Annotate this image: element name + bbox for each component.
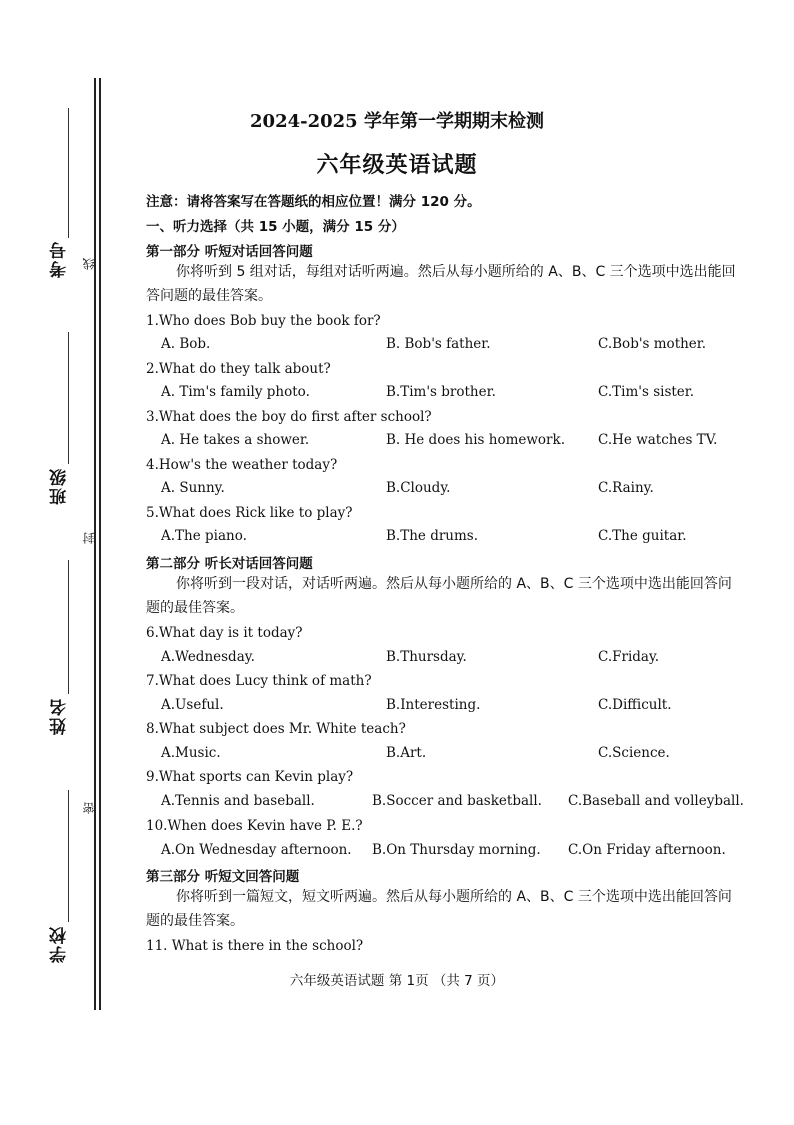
- q9-option-b[interactable]: B.Soccer and basketball.: [372, 793, 542, 809]
- q4-option-c[interactable]: C.Rainy.: [598, 480, 654, 496]
- binding-mark-line: 线: [82, 258, 96, 270]
- class-label: 班级: [49, 467, 70, 505]
- q3-option-a[interactable]: A. He takes a shower.: [161, 432, 310, 448]
- q1-option-b[interactable]: B. Bob's father.: [386, 336, 491, 352]
- part2-heading: 第二部分 听长对话回答问题: [146, 556, 313, 572]
- q7-option-a[interactable]: A.Useful.: [161, 697, 224, 713]
- q4-option-a[interactable]: A. Sunny.: [161, 480, 225, 496]
- q9-option-c[interactable]: C.Baseball and volleyball.: [568, 793, 744, 809]
- binding-line-outer: [94, 78, 96, 1010]
- part3-heading: 第三部分 听短文回答问题: [146, 869, 300, 885]
- q5-option-a[interactable]: A.The piano.: [161, 528, 247, 544]
- part2-instruction: 你将听到一段对话，对话听两遍。然后从每小题所给的 A、B、C 三个选项中选出能回答问题的最佳答案。: [146, 576, 732, 616]
- part1-instruction: 你将听到 5 组对话，每组对话听两遍。然后从每小题所给的 A、B、C 三个选项中选出能回答问题的最佳答案。: [146, 264, 736, 304]
- q1-option-c[interactable]: C.Bob's mother.: [598, 336, 707, 352]
- part3-instruction: 你将听到一篇短文，短文听两遍。然后从每小题所给的 A、B、C 三个选项中选出能回答问题的最佳答案。: [146, 889, 732, 929]
- question-1: 1.Who does Bob buy the book for?: [146, 313, 381, 329]
- exam-subtitle: 六年级英语试题: [316, 152, 478, 178]
- q8-option-b[interactable]: B.Art.: [386, 745, 427, 761]
- q4-option-b[interactable]: B.Cloudy.: [386, 480, 451, 496]
- question-3: 3.What does the boy do first after school?: [146, 409, 432, 425]
- name-blank: [68, 560, 69, 694]
- q6-option-c[interactable]: C.Friday.: [598, 649, 660, 665]
- q8-option-c[interactable]: C.Science.: [598, 745, 670, 761]
- school-field[interactable]: [44, 925, 74, 963]
- question-11: 11. What is there in the school?: [146, 938, 364, 954]
- class-field[interactable]: [44, 467, 74, 505]
- question-8: 8.What subject does Mr. White teach?: [146, 721, 406, 737]
- q6-option-a[interactable]: A.Wednesday.: [161, 649, 255, 665]
- binding-mark-secret: 密: [82, 802, 96, 814]
- q10-option-b[interactable]: B.On Thursday morning.: [372, 842, 541, 858]
- binding-line-inner: [99, 78, 101, 1010]
- exam-number-field[interactable]: [44, 240, 74, 278]
- page-footer: 六年级英语试题 第 1页 （共 7 页）: [289, 973, 505, 989]
- q8-option-a[interactable]: A.Music.: [161, 745, 221, 761]
- q9-option-a[interactable]: A.Tennis and baseball.: [161, 793, 315, 809]
- name-field[interactable]: [44, 697, 74, 735]
- q2-option-c[interactable]: C.Tim's sister.: [598, 384, 695, 400]
- section-heading: 一、听力选择（共 15 小题，满分 15 分）: [146, 219, 405, 235]
- question-6: 6.What day is it today?: [146, 625, 303, 641]
- q7-option-c[interactable]: C.Difficult.: [598, 697, 672, 713]
- part1-heading: 第一部分 听短对话回答问题: [146, 244, 313, 260]
- question-4: 4.How's the weather today?: [146, 457, 338, 473]
- q1-option-a[interactable]: A. Bob.: [161, 336, 211, 352]
- q10-option-a[interactable]: A.On Wednesday afternoon.: [161, 842, 352, 858]
- question-5: 5.What does Rick like to play?: [146, 505, 353, 521]
- class-blank: [68, 332, 69, 464]
- q5-option-b[interactable]: B.The drums.: [386, 528, 479, 544]
- school-blank: [68, 790, 69, 922]
- question-2: 2.What do they talk about?: [146, 361, 331, 377]
- q3-option-b[interactable]: B. He does his homework.: [386, 432, 565, 448]
- school-label: 学校: [49, 925, 70, 963]
- q2-option-a[interactable]: A. Tim's family photo.: [161, 384, 310, 400]
- q6-option-b[interactable]: B.Thursday.: [386, 649, 467, 665]
- q3-option-c[interactable]: C.He watches TV.: [598, 432, 718, 448]
- q7-option-b[interactable]: B.Interesting.: [386, 697, 481, 713]
- q2-option-b[interactable]: B.Tim's brother.: [386, 384, 496, 400]
- q10-option-c[interactable]: C.On Friday afternoon.: [568, 842, 726, 858]
- q5-option-c[interactable]: C.The guitar.: [598, 528, 687, 544]
- name-label: 姓名: [49, 697, 70, 735]
- binding-mark-seal: 封: [82, 532, 96, 544]
- exam-number-label: 考号: [49, 240, 70, 278]
- question-10: 10.When does Kevin have P. E.?: [146, 818, 363, 834]
- question-7: 7.What does Lucy think of math?: [146, 673, 372, 689]
- exam-title: 2024-2025 学年第一学期期末检测: [250, 111, 544, 132]
- notice: 注意：请将答案写在答题纸的相应位置！满分 120 分。: [146, 194, 481, 210]
- question-9: 9.What sports can Kevin play?: [146, 769, 354, 785]
